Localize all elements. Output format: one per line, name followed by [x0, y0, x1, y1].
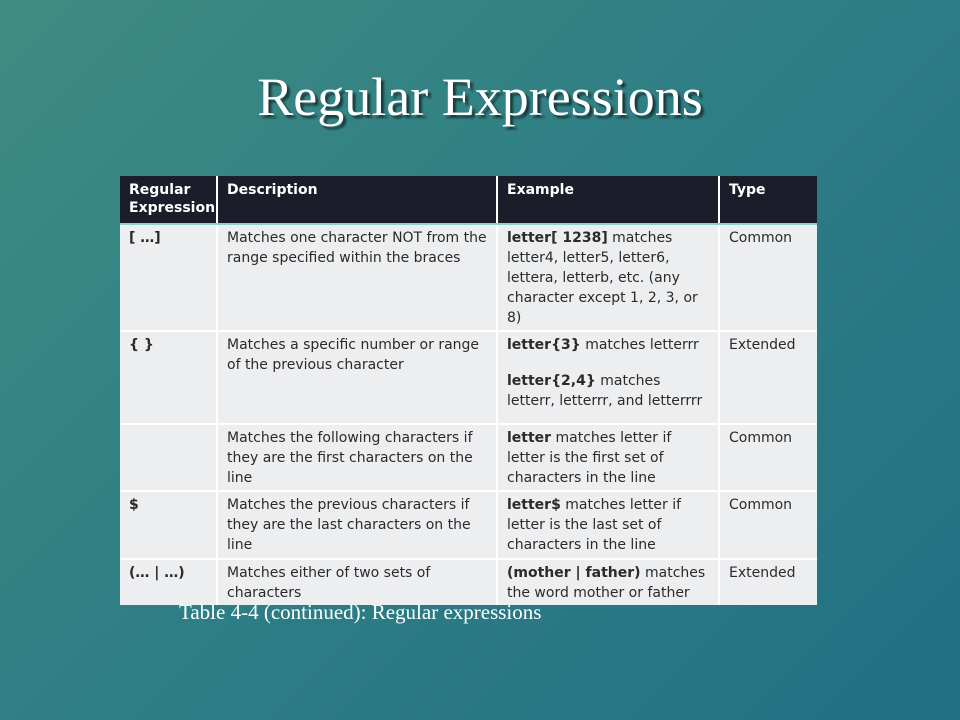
regex-table-container	[120, 176, 817, 601]
description-cell: Matches one character NOT from the range specified within the braces	[217, 224, 497, 331]
table-row	[120, 424, 817, 491]
type-cell: Common	[719, 424, 817, 491]
regex-table	[120, 176, 817, 605]
example-code: letter$	[507, 497, 561, 513]
table-header-row	[120, 176, 817, 224]
description-cell: Matches a specific number or range of the previous character	[217, 331, 497, 424]
example-cell	[497, 424, 719, 491]
description-cell: Matches the following characters if they are the first characters on the line	[217, 424, 497, 491]
example-cell	[497, 224, 719, 331]
slide-title: Regular Expressions	[257, 67, 703, 127]
table-row	[120, 331, 817, 424]
example-text: matches letterrr	[580, 337, 699, 353]
regex-cell: [ …]	[120, 224, 217, 331]
type-cell: Extended	[719, 331, 817, 424]
header-type: Type	[719, 176, 817, 224]
example-code: letter[ 1238]	[507, 230, 608, 246]
example-text: matches letterr, letterrr, and letterrrr	[507, 373, 703, 409]
description-cell: Matches the previous characters if they are the last characters on the line	[217, 491, 497, 559]
example-cell	[497, 559, 719, 605]
header-description: Description	[217, 176, 497, 224]
regex-cell: (… | …)	[120, 559, 217, 605]
table-row	[120, 559, 817, 605]
table-row	[120, 224, 817, 331]
type-cell: Common	[719, 224, 817, 331]
table-caption: Table 4-4 (continued): Regular expressions	[179, 600, 542, 624]
header-example: Example	[497, 176, 719, 224]
type-cell: Common	[719, 491, 817, 559]
example-text: matches letter if letter is the first set of characters in the line	[507, 430, 672, 486]
regex-cell	[120, 424, 217, 491]
example-code: letter	[507, 430, 552, 446]
type-cell: Extended	[719, 559, 817, 605]
description-cell: Matches either of two sets of characters	[217, 559, 497, 605]
example-code: letter{2,4}	[507, 373, 596, 389]
regex-cell: { }	[120, 331, 217, 424]
example-cell	[497, 491, 719, 559]
example-cell	[497, 331, 719, 424]
table-row	[120, 491, 817, 559]
example-code: (mother | father)	[507, 565, 641, 581]
example-text: matches the word mother or father	[507, 565, 706, 601]
regex-cell: $	[120, 491, 217, 559]
example-text: matches letter if letter is the last set of characters in the line	[507, 497, 682, 553]
example-code: letter{3}	[507, 337, 581, 353]
example-text: matches letter4, letter5, letter6, lettera, letterb, etc. (any character except 1, 2, 3, or 8)	[507, 230, 698, 326]
header-regular-expression: Regular Expression	[120, 176, 217, 224]
